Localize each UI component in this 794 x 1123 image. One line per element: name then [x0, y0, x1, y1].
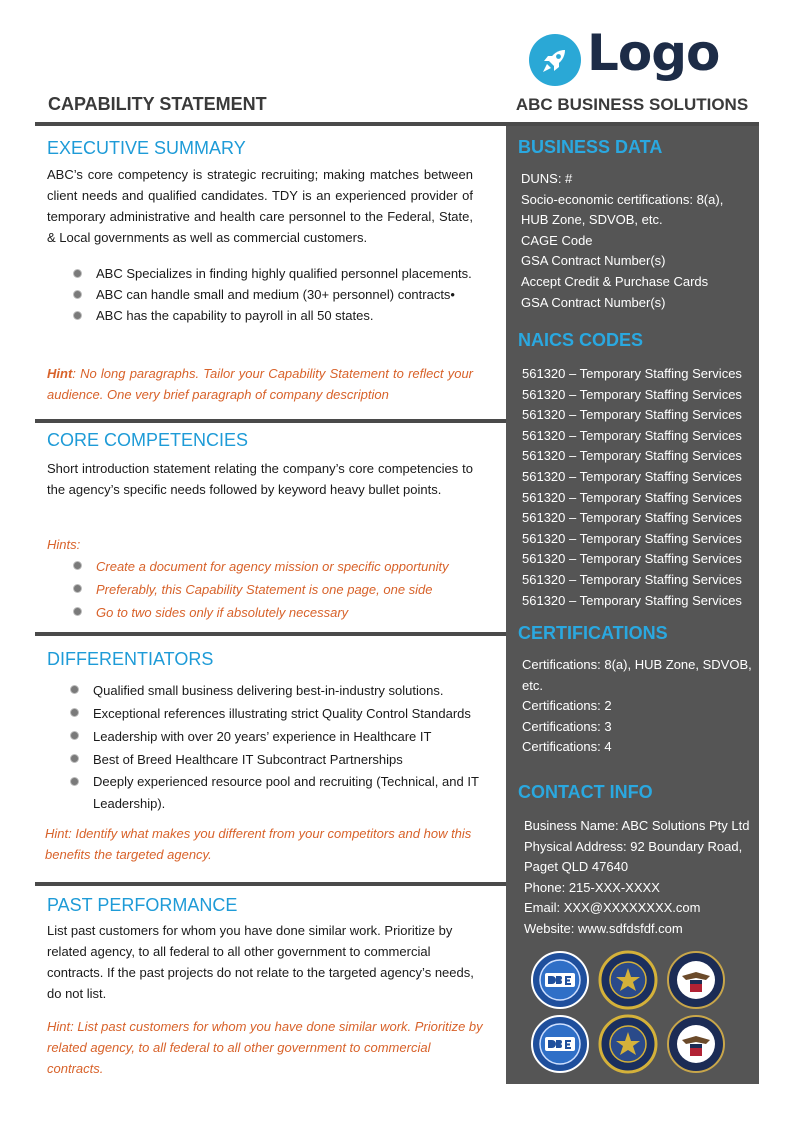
list-item: 561320 – Temporary Staffing Services [522, 448, 742, 464]
business-data-heading: BUSINESS DATA [518, 137, 663, 157]
list-item: ABC has the capability to payroll in all 50 states. [96, 305, 473, 326]
section-divider [35, 632, 506, 636]
bullet-icon [71, 709, 78, 716]
physical-address-line2: Paget QLD 47640 [524, 859, 629, 875]
va-seal-icon [666, 950, 726, 1010]
faa-seal-icon [598, 950, 658, 1010]
executive-bullets [96, 263, 473, 326]
list-item: Accept Credit & Purchase Cards [521, 273, 709, 289]
list-item: 561320 – Temporary Staffing Services [522, 571, 742, 587]
bullet-icon [74, 562, 81, 569]
list-item: ABC can handle small and medium (30+ personnel) contracts• [96, 284, 473, 305]
differentiators-hint: Hint: Identify what makes you different from your competitors and how this benefits the targeted agency. [45, 826, 472, 862]
differentiators-heading: DIFFERENTIATORS [47, 649, 214, 669]
bullet-icon [74, 312, 81, 319]
executive-summary-heading: EXECUTIVE SUMMARY [47, 138, 246, 158]
dbe-seal-icon [530, 950, 590, 1010]
core-competencies-text: Short introduction statement relating the company’s core competencies to the agency’s specific needs followed by keyword heavy bullet points. [47, 461, 473, 497]
past-performance-hint: Hint: List past customers for whom you have done similar work. Prioritize by related agency, to all federal to all other government to commercial contracts. [47, 1019, 483, 1076]
past-performance-text: List past customers for whom you have done similar work. Prioritize by related agency, to all federal to all other government to commercial contracts. If the past projects do not relate to the targeted agency’s needs, do not list. [47, 923, 474, 1001]
logo-text: Logo [587, 24, 720, 82]
past-performance-heading: PAST PERFORMANCE [47, 895, 238, 915]
core-competencies-heading: CORE COMPETENCIES [47, 430, 249, 450]
list-item: 561320 – Temporary Staffing Services [522, 551, 742, 567]
company-logo [529, 24, 759, 94]
list-item: 561320 – Temporary Staffing Services [522, 366, 742, 381]
list-item: Go to two sides only if absolutely necessary [96, 601, 476, 624]
list-item: 561320 – Temporary Staffing Services [522, 427, 742, 443]
dbe-seal-icon [530, 1014, 590, 1074]
list-item: 561320 – Temporary Staffing Services [522, 510, 742, 526]
bullet-icon [71, 778, 78, 785]
bullet-icon [71, 686, 78, 693]
executive-hint: Hint: No long paragraphs. Tailor your Capability Statement to reflect your audience. One very brief paragraph of company description [47, 366, 473, 402]
phone-number: Phone: 215-XXX-XXXX [524, 879, 660, 895]
list-item: Certifications: 8(a), HUB Zone, SDVOB, [522, 657, 752, 672]
list-item: Best of Breed Healthcare IT Subcontract Partnerships [93, 748, 493, 771]
website-link[interactable]: Website: www.sdfdsfdf.com [524, 920, 683, 936]
differentiators-list [93, 679, 493, 815]
core-hints-label: Hints: [47, 537, 81, 552]
list-item: 561320 – Temporary Staffing Services [522, 530, 742, 546]
list-item: etc. [522, 677, 543, 693]
bullet-icon [74, 291, 81, 298]
faa-seal-icon [598, 1014, 658, 1074]
list-item: 561320 – Temporary Staffing Services [522, 592, 742, 608]
naics-codes-list [522, 364, 742, 611]
naics-codes-heading: NAICS CODES [518, 330, 644, 350]
certifications-list [522, 655, 752, 758]
list-item: ABC Specializes in finding highly qualified personnel placements. [96, 263, 473, 284]
list-item: 561320 – Temporary Staffing Services [522, 407, 742, 423]
list-item: GSA Contract Number(s) [521, 294, 666, 310]
list-item: CAGE Code [521, 232, 593, 248]
list-item: 561320 – Temporary Staffing Services [522, 386, 742, 402]
list-item: DUNS: # [521, 171, 573, 186]
executive-summary-text: ABC’s core competency is strategic recruiting; making matches between client needs and qualified candidates. TDY is an experienced provider of temporary administrative and health care personnel to the Federal, State, & Local governments as well as commercial customers. [47, 167, 473, 245]
list-item: Preferably, this Capability Statement is one page, one side [96, 578, 476, 601]
list-item: Socio-economic certifications: 8(a), [521, 191, 724, 207]
business-data-list [521, 169, 723, 313]
list-item: HUB Zone, SDVOB, etc. [521, 212, 663, 228]
email-address[interactable]: Email: XXX@XXXXXXXX.com [524, 900, 701, 916]
bullet-icon [74, 585, 81, 592]
list-item: 561320 – Temporary Staffing Services [522, 489, 742, 505]
list-item: Leadership with over 20 years’ experience in Healthcare IT [93, 725, 493, 748]
contact-info-list [524, 816, 749, 940]
list-item: Qualified small business delivering best-in-industry solutions. [93, 679, 493, 702]
section-divider [35, 419, 506, 423]
certifications-heading: CERTIFICATIONS [518, 623, 668, 643]
list-item: Certifications: 4 [522, 739, 612, 755]
core-hints-list [96, 555, 476, 624]
contact-info-heading: CONTACT INFO [518, 782, 653, 802]
section-divider [35, 882, 506, 886]
list-item: Create a document for agency mission or specific opportunity [96, 555, 476, 578]
va-seal-icon [666, 1014, 726, 1074]
list-item: Deeply experienced resource pool and recruiting (Technical, and IT Leadership). [93, 771, 493, 815]
list-item: GSA Contract Number(s) [521, 253, 666, 269]
bullet-icon [71, 755, 78, 762]
list-item: Certifications: 3 [522, 718, 612, 734]
list-item: Exceptional references illustrating strict Quality Control Standards [93, 702, 493, 725]
list-item: Certifications: 2 [522, 698, 612, 714]
list-item: 561320 – Temporary Staffing Services [522, 468, 742, 484]
rocket-icon [529, 34, 581, 86]
bullet-icon [74, 608, 81, 615]
bullet-icon [71, 732, 78, 739]
company-name: ABC BUSINESS SOLUTIONS [515, 95, 749, 114]
header-divider [35, 122, 759, 126]
page-title: CAPABILITY STATEMENT [48, 94, 267, 114]
bullet-icon [74, 270, 81, 277]
physical-address: Physical Address: 92 Boundary Road, [524, 838, 743, 854]
business-name: Business Name: ABC Solutions Pty Ltd [524, 818, 750, 833]
